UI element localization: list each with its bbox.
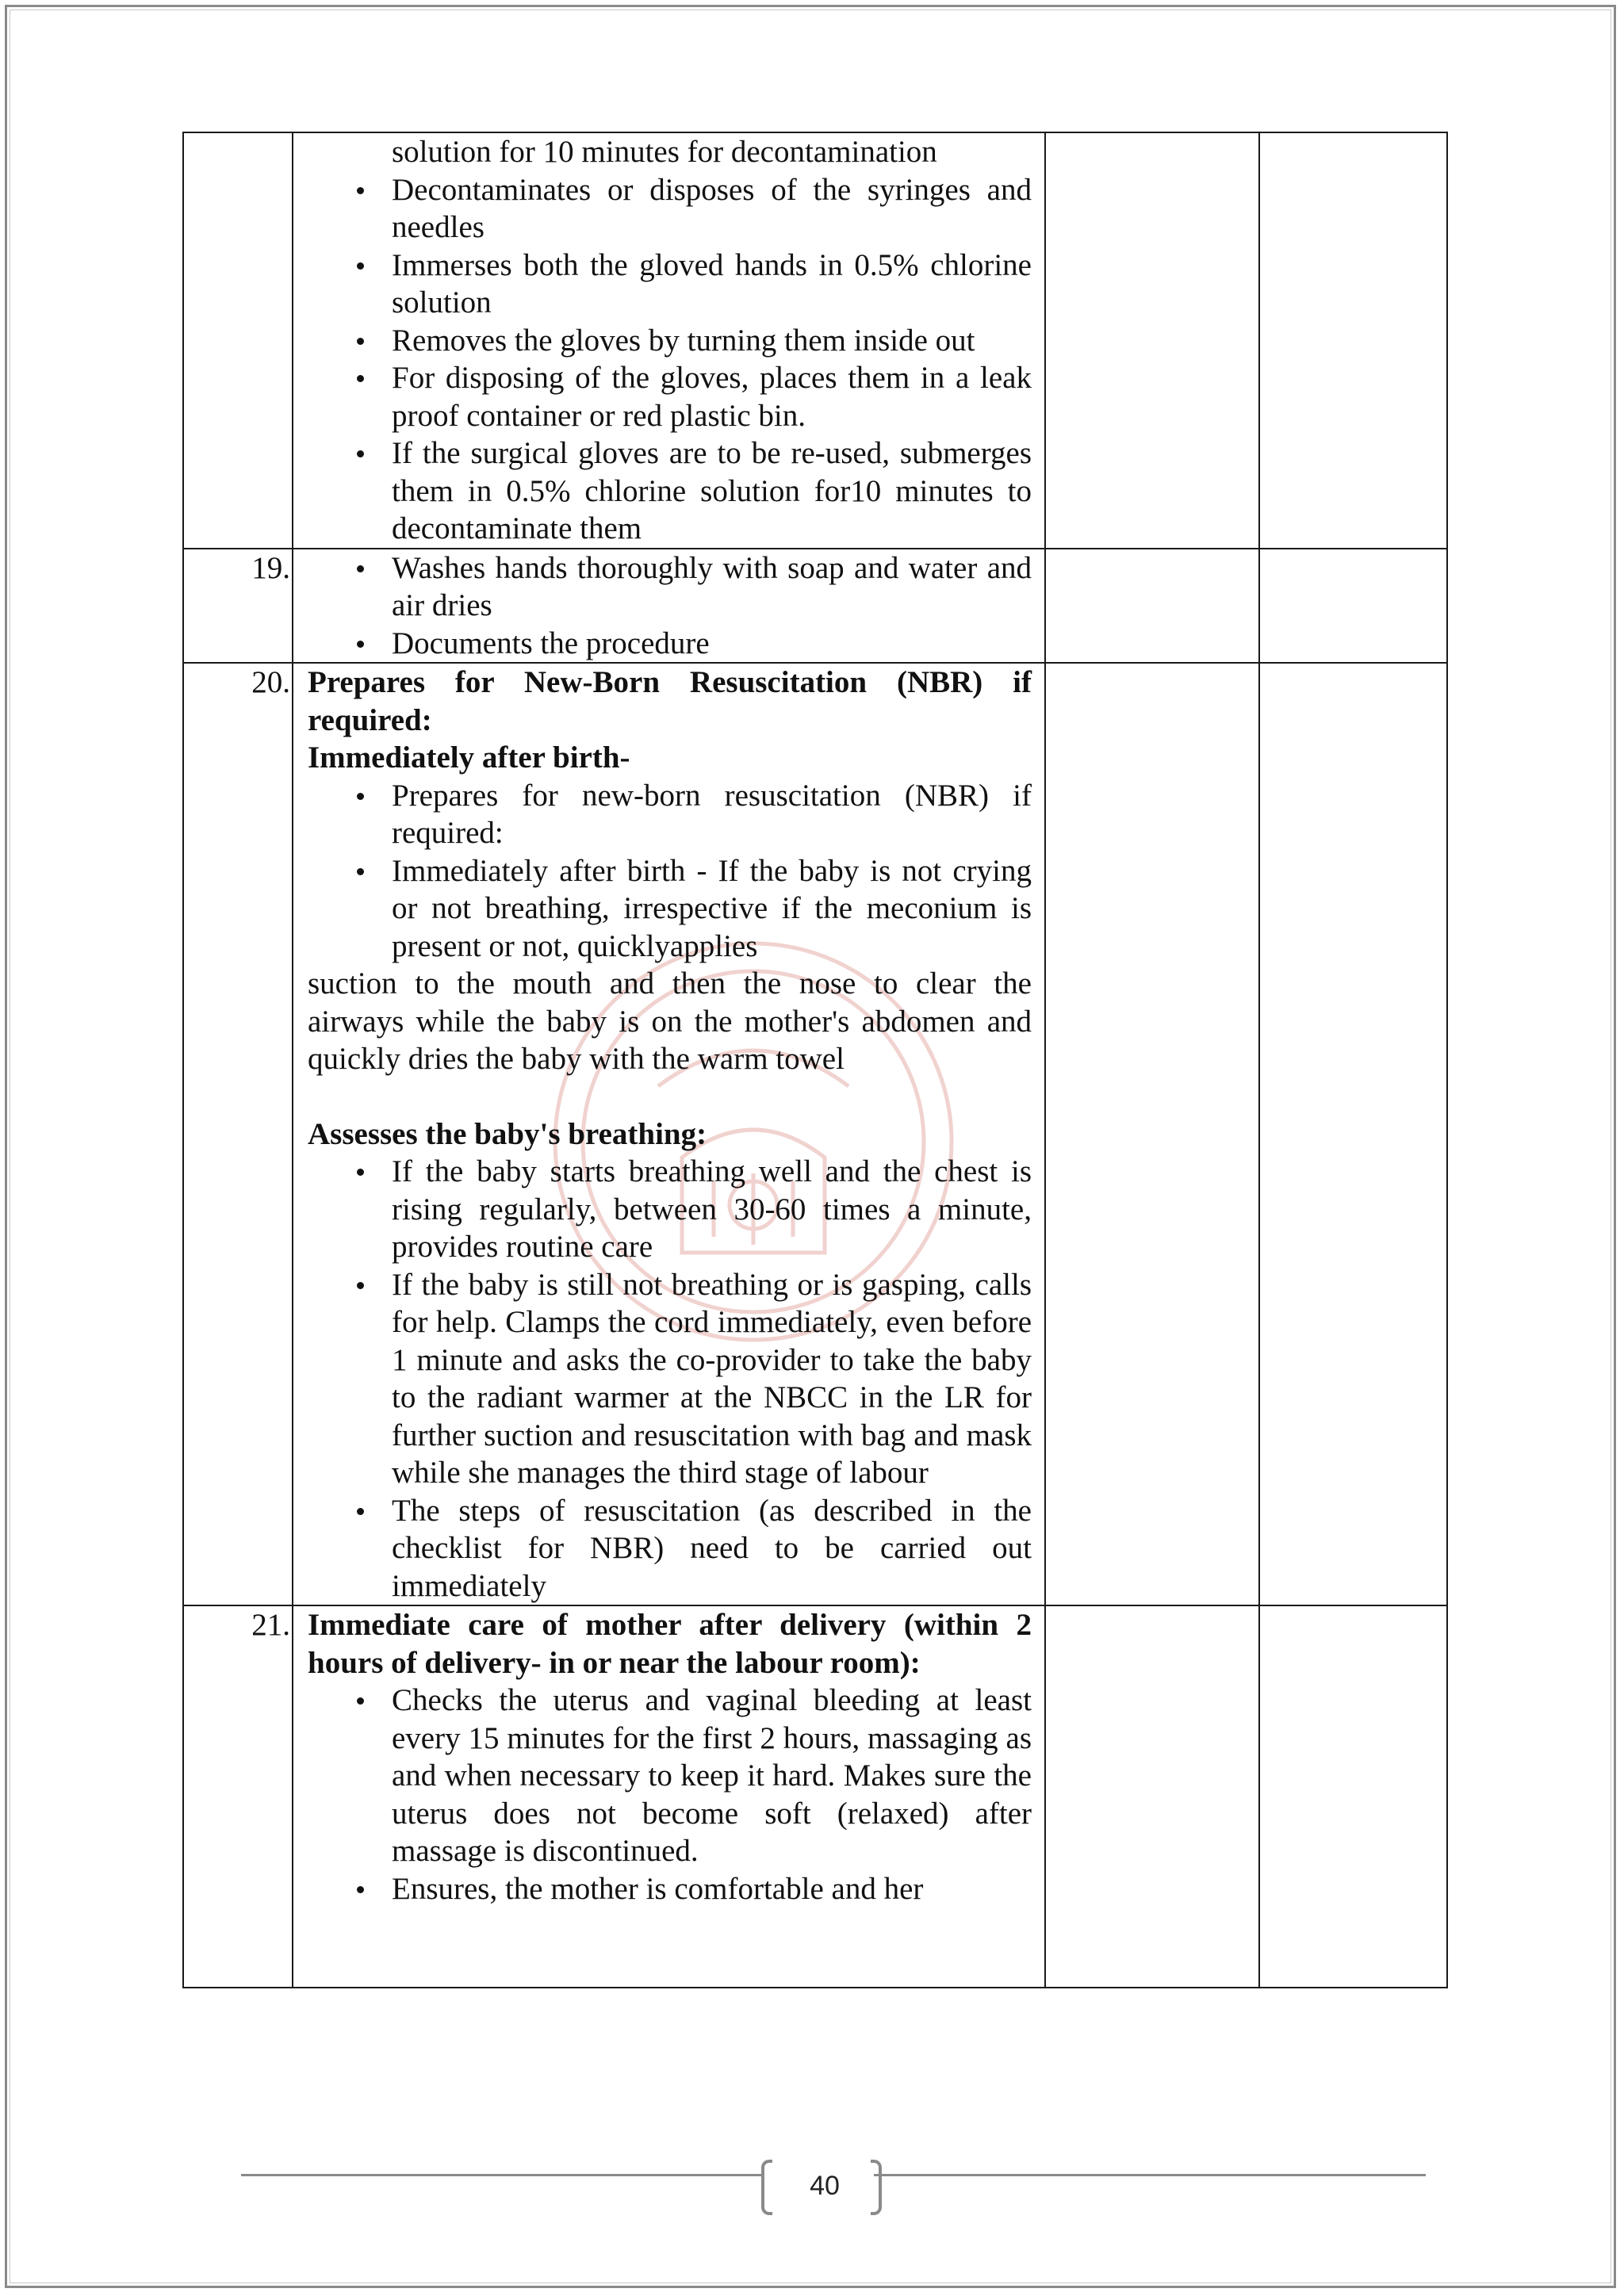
footer-rule-left	[241, 2174, 764, 2176]
bullet-icon	[357, 1886, 364, 1893]
remarks-cell	[1259, 549, 1447, 664]
list-item: Immerses both the gloved hands in 0.5% chlorine solution	[308, 247, 1032, 322]
step-number: 20.	[183, 663, 293, 1605]
bullet-icon	[357, 338, 364, 345]
list-item: Immediately after birth - If the baby is not crying or not breathing, irrespective if the meconium is present or not, quicklyapplies	[308, 852, 1032, 966]
score-cell	[1045, 132, 1259, 549]
bullet-icon	[357, 1697, 364, 1705]
bullet-icon	[357, 868, 364, 875]
list-item: Ensures, the mother is comfortable and her	[308, 1870, 1032, 1908]
footer-rule-right	[874, 2174, 1426, 2176]
step-number: 19.	[183, 549, 293, 664]
bullet-icon	[357, 1169, 364, 1176]
bullet-icon	[357, 793, 364, 800]
bullet-icon	[357, 262, 364, 270]
step-subtitle: Immediately after birth-	[308, 740, 630, 775]
page-number-bracket-left	[761, 2160, 772, 2215]
step-description-cell	[293, 132, 1045, 549]
table-row	[183, 132, 1447, 549]
list-item: Removes the gloves by turning them inside out	[308, 322, 1032, 360]
list-item: Washes hands thoroughly with soap and water and air dries	[308, 549, 1032, 625]
step-description-cell	[293, 549, 1045, 664]
step-paragraph: suction to the mouth and then the nose to clear the airways while the baby is on the mother's abdomen and quickly dries the baby with the warm towel	[308, 966, 1032, 1076]
step-title: Prepares for New-Born Resuscitation (NBR) if required:	[308, 665, 1032, 737]
list-item: The steps of resuscitation (as described in the checklist for NBR) need to be carried out immediately	[308, 1492, 1032, 1605]
list-item: Prepares for new-born resuscitation (NBR) if required:	[308, 777, 1032, 852]
list-item: Documents the procedure	[308, 625, 1032, 663]
page-number: 40	[810, 2171, 840, 2201]
bullet-icon	[357, 450, 364, 457]
page-number-bracket-right	[871, 2160, 882, 2215]
bullet-icon	[357, 1508, 364, 1515]
list-item: Decontaminates or disposes of the syringes and needles	[308, 171, 1032, 247]
remarks-cell	[1259, 1605, 1447, 1988]
bullet-icon	[357, 375, 364, 382]
step-subtitle: Assesses the baby's breathing:	[308, 1116, 707, 1151]
checklist-table	[182, 132, 1448, 1988]
list-item: If the surgical gloves are to be re-used, submerges them in 0.5% chlorine solution for10 minutes to decontaminate them	[308, 434, 1032, 548]
remarks-cell	[1259, 132, 1447, 549]
remarks-cell	[1259, 663, 1447, 1605]
table-row	[183, 1605, 1447, 1988]
score-cell	[1045, 663, 1259, 1605]
score-cell	[1045, 1605, 1259, 1988]
list-item: For disposing of the gloves, places them in a leak proof container or red plastic bin.	[308, 359, 1032, 434]
bullet-icon	[357, 187, 364, 194]
list-item: solution for 10 minutes for decontamination	[392, 135, 937, 169]
bullet-icon	[357, 641, 364, 648]
list-item: If the baby starts breathing well and the chest is rising regularly, between 30-60 times a minute, provides routine care	[308, 1153, 1032, 1266]
list-item: If the baby is still not breathing or is gasping, calls for help. Clamps the cord immediately, even before 1 minute and asks the co-provider to take the baby to the radiant warmer at the NBCC in the LR for further suction and resuscitation with bag and mask while she manages the third stage of labour	[308, 1266, 1032, 1492]
step-number: 21.	[183, 1605, 293, 1988]
step-number-cell	[183, 132, 293, 549]
step-title: Immediate care of mother after delivery (within 2 hours of delivery- in or near the labour room):	[308, 1608, 1032, 1680]
table-row	[183, 663, 1447, 1605]
bullet-icon	[357, 1282, 364, 1289]
list-item: Checks the uterus and vaginal bleeding at least every 15 minutes for the first 2 hours, massaging as and when necessary to keep it hard. Makes sure the uterus does not become soft (relaxed) after massage is discontinued.	[308, 1682, 1032, 1870]
score-cell	[1045, 549, 1259, 664]
step-description-cell	[293, 1605, 1045, 1988]
step-description-cell	[293, 663, 1045, 1605]
bullet-icon	[357, 565, 364, 572]
table-row	[183, 549, 1447, 664]
